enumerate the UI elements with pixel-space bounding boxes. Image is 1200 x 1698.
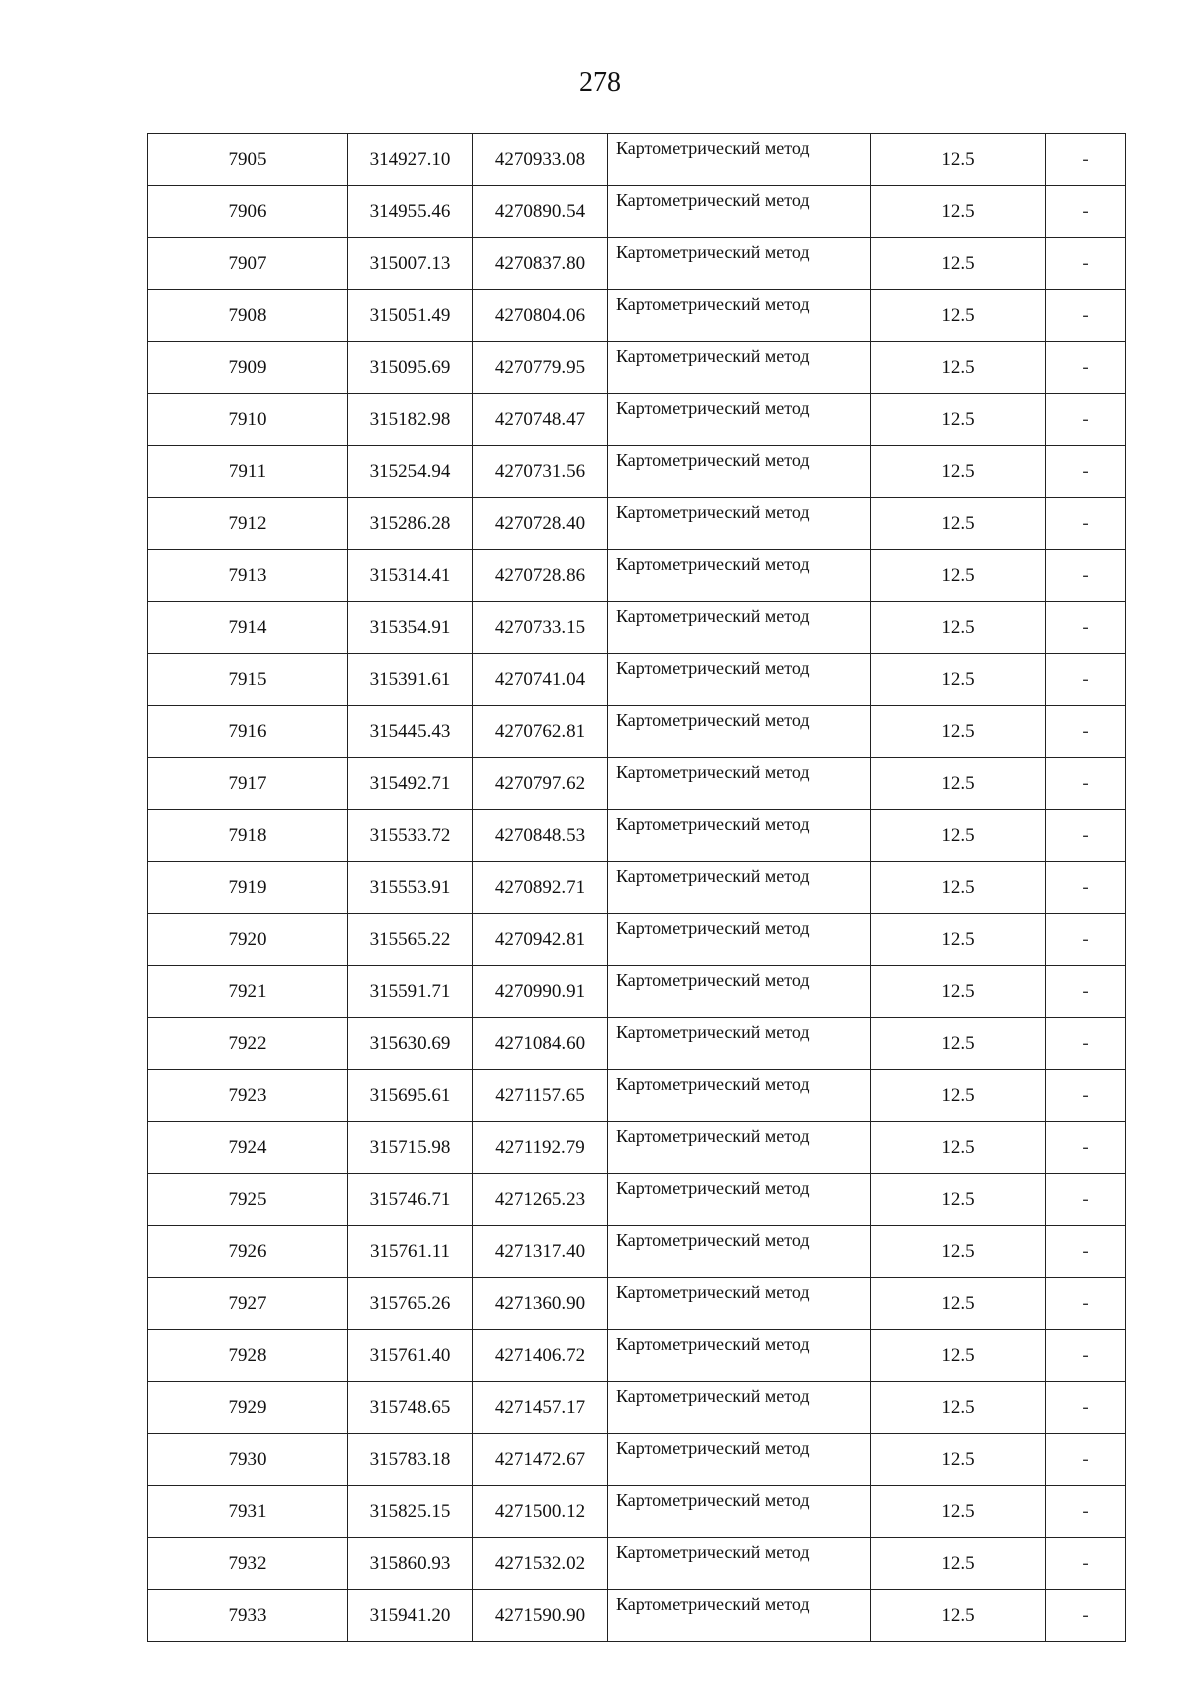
note-cell: - <box>1046 1590 1126 1642</box>
note-cell: - <box>1046 966 1126 1018</box>
method-cell: Картометрический метод <box>608 238 871 290</box>
table-row <box>148 1590 1126 1642</box>
point-number-cell: 7914 <box>148 602 348 654</box>
accuracy-cell: 12.5 <box>871 1018 1046 1070</box>
accuracy-cell: 12.5 <box>871 394 1046 446</box>
point-number-cell: 7931 <box>148 1486 348 1538</box>
point-number-cell: 7907 <box>148 238 348 290</box>
table-row <box>148 446 1126 498</box>
accuracy-cell: 12.5 <box>871 1538 1046 1590</box>
accuracy-cell: 12.5 <box>871 446 1046 498</box>
x-coordinate-cell: 315051.49 <box>348 290 473 342</box>
note-cell: - <box>1046 1174 1126 1226</box>
x-coordinate-cell: 315765.26 <box>348 1278 473 1330</box>
note-cell: - <box>1046 1434 1126 1486</box>
method-cell: Картометрический метод <box>608 706 871 758</box>
accuracy-cell: 12.5 <box>871 966 1046 1018</box>
x-coordinate-cell: 315761.40 <box>348 1330 473 1382</box>
y-coordinate-cell: 4270731.56 <box>473 446 608 498</box>
y-coordinate-cell: 4271472.67 <box>473 1434 608 1486</box>
table-row <box>148 654 1126 706</box>
table-row <box>148 550 1126 602</box>
coordinates-table-body <box>148 134 1126 1642</box>
y-coordinate-cell: 4271192.79 <box>473 1122 608 1174</box>
note-cell: - <box>1046 134 1126 186</box>
point-number-cell: 7933 <box>148 1590 348 1642</box>
y-coordinate-cell: 4270762.81 <box>473 706 608 758</box>
note-cell: - <box>1046 1486 1126 1538</box>
method-cell: Картометрический метод <box>608 1538 871 1590</box>
accuracy-cell: 12.5 <box>871 1434 1046 1486</box>
point-number-cell: 7928 <box>148 1330 348 1382</box>
accuracy-cell: 12.5 <box>871 342 1046 394</box>
method-cell: Картометрический метод <box>608 1174 871 1226</box>
note-cell: - <box>1046 1278 1126 1330</box>
method-cell: Картометрический метод <box>608 810 871 862</box>
method-cell: Картометрический метод <box>608 134 871 186</box>
x-coordinate-cell: 314927.10 <box>348 134 473 186</box>
method-cell: Картометрический метод <box>608 1278 871 1330</box>
method-cell: Картометрический метод <box>608 966 871 1018</box>
point-number-cell: 7906 <box>148 186 348 238</box>
y-coordinate-cell: 4270933.08 <box>473 134 608 186</box>
table-row <box>148 134 1126 186</box>
x-coordinate-cell: 315182.98 <box>348 394 473 446</box>
point-number-cell: 7908 <box>148 290 348 342</box>
note-cell: - <box>1046 1538 1126 1590</box>
table-row <box>148 1278 1126 1330</box>
x-coordinate-cell: 315254.94 <box>348 446 473 498</box>
note-cell: - <box>1046 186 1126 238</box>
point-number-cell: 7926 <box>148 1226 348 1278</box>
x-coordinate-cell: 315007.13 <box>348 238 473 290</box>
table-row <box>148 706 1126 758</box>
note-cell: - <box>1046 862 1126 914</box>
accuracy-cell: 12.5 <box>871 186 1046 238</box>
x-coordinate-cell: 315748.65 <box>348 1382 473 1434</box>
point-number-cell: 7923 <box>148 1070 348 1122</box>
y-coordinate-cell: 4270942.81 <box>473 914 608 966</box>
accuracy-cell: 12.5 <box>871 134 1046 186</box>
accuracy-cell: 12.5 <box>871 654 1046 706</box>
method-cell: Картометрический метод <box>608 1382 871 1434</box>
method-cell: Картометрический метод <box>608 1434 871 1486</box>
x-coordinate-cell: 315825.15 <box>348 1486 473 1538</box>
table-row <box>148 1070 1126 1122</box>
x-coordinate-cell: 315715.98 <box>348 1122 473 1174</box>
x-coordinate-cell: 315591.71 <box>348 966 473 1018</box>
accuracy-cell: 12.5 <box>871 238 1046 290</box>
x-coordinate-cell: 315533.72 <box>348 810 473 862</box>
y-coordinate-cell: 4271406.72 <box>473 1330 608 1382</box>
x-coordinate-cell: 315354.91 <box>348 602 473 654</box>
note-cell: - <box>1046 342 1126 394</box>
y-coordinate-cell: 4271590.90 <box>473 1590 608 1642</box>
method-cell: Картометрический метод <box>608 1122 871 1174</box>
x-coordinate-cell: 315860.93 <box>348 1538 473 1590</box>
point-number-cell: 7922 <box>148 1018 348 1070</box>
y-coordinate-cell: 4270728.86 <box>473 550 608 602</box>
x-coordinate-cell: 315445.43 <box>348 706 473 758</box>
note-cell: - <box>1046 1122 1126 1174</box>
y-coordinate-cell: 4271157.65 <box>473 1070 608 1122</box>
accuracy-cell: 12.5 <box>871 602 1046 654</box>
coordinates-table <box>147 133 1126 1642</box>
accuracy-cell: 12.5 <box>871 1278 1046 1330</box>
method-cell: Картометрический метод <box>608 1486 871 1538</box>
method-cell: Картометрический метод <box>608 862 871 914</box>
table-row <box>148 1330 1126 1382</box>
x-coordinate-cell: 315553.91 <box>348 862 473 914</box>
method-cell: Картометрический метод <box>608 186 871 238</box>
y-coordinate-cell: 4271360.90 <box>473 1278 608 1330</box>
note-cell: - <box>1046 602 1126 654</box>
method-cell: Картометрический метод <box>608 394 871 446</box>
method-cell: Картометрический метод <box>608 1226 871 1278</box>
note-cell: - <box>1046 498 1126 550</box>
note-cell: - <box>1046 654 1126 706</box>
table-row <box>148 966 1126 1018</box>
note-cell: - <box>1046 1070 1126 1122</box>
method-cell: Картометрический метод <box>608 290 871 342</box>
note-cell: - <box>1046 706 1126 758</box>
method-cell: Картометрический метод <box>608 602 871 654</box>
y-coordinate-cell: 4271500.12 <box>473 1486 608 1538</box>
table-row <box>148 1486 1126 1538</box>
accuracy-cell: 12.5 <box>871 862 1046 914</box>
point-number-cell: 7929 <box>148 1382 348 1434</box>
accuracy-cell: 12.5 <box>871 1382 1046 1434</box>
x-coordinate-cell: 315314.41 <box>348 550 473 602</box>
table-row <box>148 862 1126 914</box>
method-cell: Картометрический метод <box>608 654 871 706</box>
note-cell: - <box>1046 1226 1126 1278</box>
x-coordinate-cell: 315783.18 <box>348 1434 473 1486</box>
table-row <box>148 1174 1126 1226</box>
point-number-cell: 7920 <box>148 914 348 966</box>
x-coordinate-cell: 315695.61 <box>348 1070 473 1122</box>
accuracy-cell: 12.5 <box>871 758 1046 810</box>
table-row <box>148 1434 1126 1486</box>
point-number-cell: 7905 <box>148 134 348 186</box>
table-row <box>148 810 1126 862</box>
point-number-cell: 7919 <box>148 862 348 914</box>
point-number-cell: 7916 <box>148 706 348 758</box>
accuracy-cell: 12.5 <box>871 810 1046 862</box>
page-number: 278 <box>579 67 621 98</box>
accuracy-cell: 12.5 <box>871 1486 1046 1538</box>
note-cell: - <box>1046 810 1126 862</box>
x-coordinate-cell: 315746.71 <box>348 1174 473 1226</box>
y-coordinate-cell: 4271317.40 <box>473 1226 608 1278</box>
point-number-cell: 7910 <box>148 394 348 446</box>
y-coordinate-cell: 4270728.40 <box>473 498 608 550</box>
note-cell: - <box>1046 758 1126 810</box>
accuracy-cell: 12.5 <box>871 1174 1046 1226</box>
table-row <box>148 498 1126 550</box>
note-cell: - <box>1046 290 1126 342</box>
note-cell: - <box>1046 914 1126 966</box>
table-row <box>148 290 1126 342</box>
note-cell: - <box>1046 1382 1126 1434</box>
table-row <box>148 758 1126 810</box>
y-coordinate-cell: 4270837.80 <box>473 238 608 290</box>
accuracy-cell: 12.5 <box>871 1590 1046 1642</box>
note-cell: - <box>1046 446 1126 498</box>
method-cell: Картометрический метод <box>608 1590 871 1642</box>
table-row <box>148 238 1126 290</box>
x-coordinate-cell: 314955.46 <box>348 186 473 238</box>
point-number-cell: 7924 <box>148 1122 348 1174</box>
accuracy-cell: 12.5 <box>871 706 1046 758</box>
accuracy-cell: 12.5 <box>871 1070 1046 1122</box>
method-cell: Картометрический метод <box>608 446 871 498</box>
accuracy-cell: 12.5 <box>871 1226 1046 1278</box>
method-cell: Картометрический метод <box>608 1018 871 1070</box>
point-number-cell: 7918 <box>148 810 348 862</box>
y-coordinate-cell: 4270848.53 <box>473 810 608 862</box>
table-row <box>148 1018 1126 1070</box>
y-coordinate-cell: 4270779.95 <box>473 342 608 394</box>
y-coordinate-cell: 4270733.15 <box>473 602 608 654</box>
y-coordinate-cell: 4271457.17 <box>473 1382 608 1434</box>
y-coordinate-cell: 4270748.47 <box>473 394 608 446</box>
table-row <box>148 394 1126 446</box>
x-coordinate-cell: 315941.20 <box>348 1590 473 1642</box>
x-coordinate-cell: 315391.61 <box>348 654 473 706</box>
table-row <box>148 1538 1126 1590</box>
accuracy-cell: 12.5 <box>871 550 1046 602</box>
y-coordinate-cell: 4270741.04 <box>473 654 608 706</box>
method-cell: Картометрический метод <box>608 1330 871 1382</box>
point-number-cell: 7932 <box>148 1538 348 1590</box>
accuracy-cell: 12.5 <box>871 914 1046 966</box>
y-coordinate-cell: 4270804.06 <box>473 290 608 342</box>
x-coordinate-cell: 315761.11 <box>348 1226 473 1278</box>
point-number-cell: 7913 <box>148 550 348 602</box>
y-coordinate-cell: 4270890.54 <box>473 186 608 238</box>
x-coordinate-cell: 315492.71 <box>348 758 473 810</box>
x-coordinate-cell: 315286.28 <box>348 498 473 550</box>
table-row <box>148 602 1126 654</box>
accuracy-cell: 12.5 <box>871 498 1046 550</box>
method-cell: Картометрический метод <box>608 342 871 394</box>
accuracy-cell: 12.5 <box>871 1330 1046 1382</box>
note-cell: - <box>1046 1330 1126 1382</box>
y-coordinate-cell: 4270990.91 <box>473 966 608 1018</box>
point-number-cell: 7909 <box>148 342 348 394</box>
x-coordinate-cell: 315095.69 <box>348 342 473 394</box>
point-number-cell: 7927 <box>148 1278 348 1330</box>
method-cell: Картометрический метод <box>608 758 871 810</box>
note-cell: - <box>1046 394 1126 446</box>
y-coordinate-cell: 4271532.02 <box>473 1538 608 1590</box>
method-cell: Картометрический метод <box>608 914 871 966</box>
method-cell: Картометрический метод <box>608 550 871 602</box>
y-coordinate-cell: 4270797.62 <box>473 758 608 810</box>
accuracy-cell: 12.5 <box>871 1122 1046 1174</box>
y-coordinate-cell: 4270892.71 <box>473 862 608 914</box>
x-coordinate-cell: 315565.22 <box>348 914 473 966</box>
y-coordinate-cell: 4271265.23 <box>473 1174 608 1226</box>
table-row <box>148 342 1126 394</box>
note-cell: - <box>1046 1018 1126 1070</box>
table-row <box>148 1226 1126 1278</box>
y-coordinate-cell: 4271084.60 <box>473 1018 608 1070</box>
point-number-cell: 7915 <box>148 654 348 706</box>
table-row <box>148 914 1126 966</box>
point-number-cell: 7911 <box>148 446 348 498</box>
point-number-cell: 7917 <box>148 758 348 810</box>
method-cell: Картометрический метод <box>608 498 871 550</box>
method-cell: Картометрический метод <box>608 1070 871 1122</box>
note-cell: - <box>1046 550 1126 602</box>
table-row <box>148 186 1126 238</box>
point-number-cell: 7912 <box>148 498 348 550</box>
table-row <box>148 1122 1126 1174</box>
note-cell: - <box>1046 238 1126 290</box>
point-number-cell: 7930 <box>148 1434 348 1486</box>
table-row <box>148 1382 1126 1434</box>
x-coordinate-cell: 315630.69 <box>348 1018 473 1070</box>
point-number-cell: 7925 <box>148 1174 348 1226</box>
point-number-cell: 7921 <box>148 966 348 1018</box>
accuracy-cell: 12.5 <box>871 290 1046 342</box>
